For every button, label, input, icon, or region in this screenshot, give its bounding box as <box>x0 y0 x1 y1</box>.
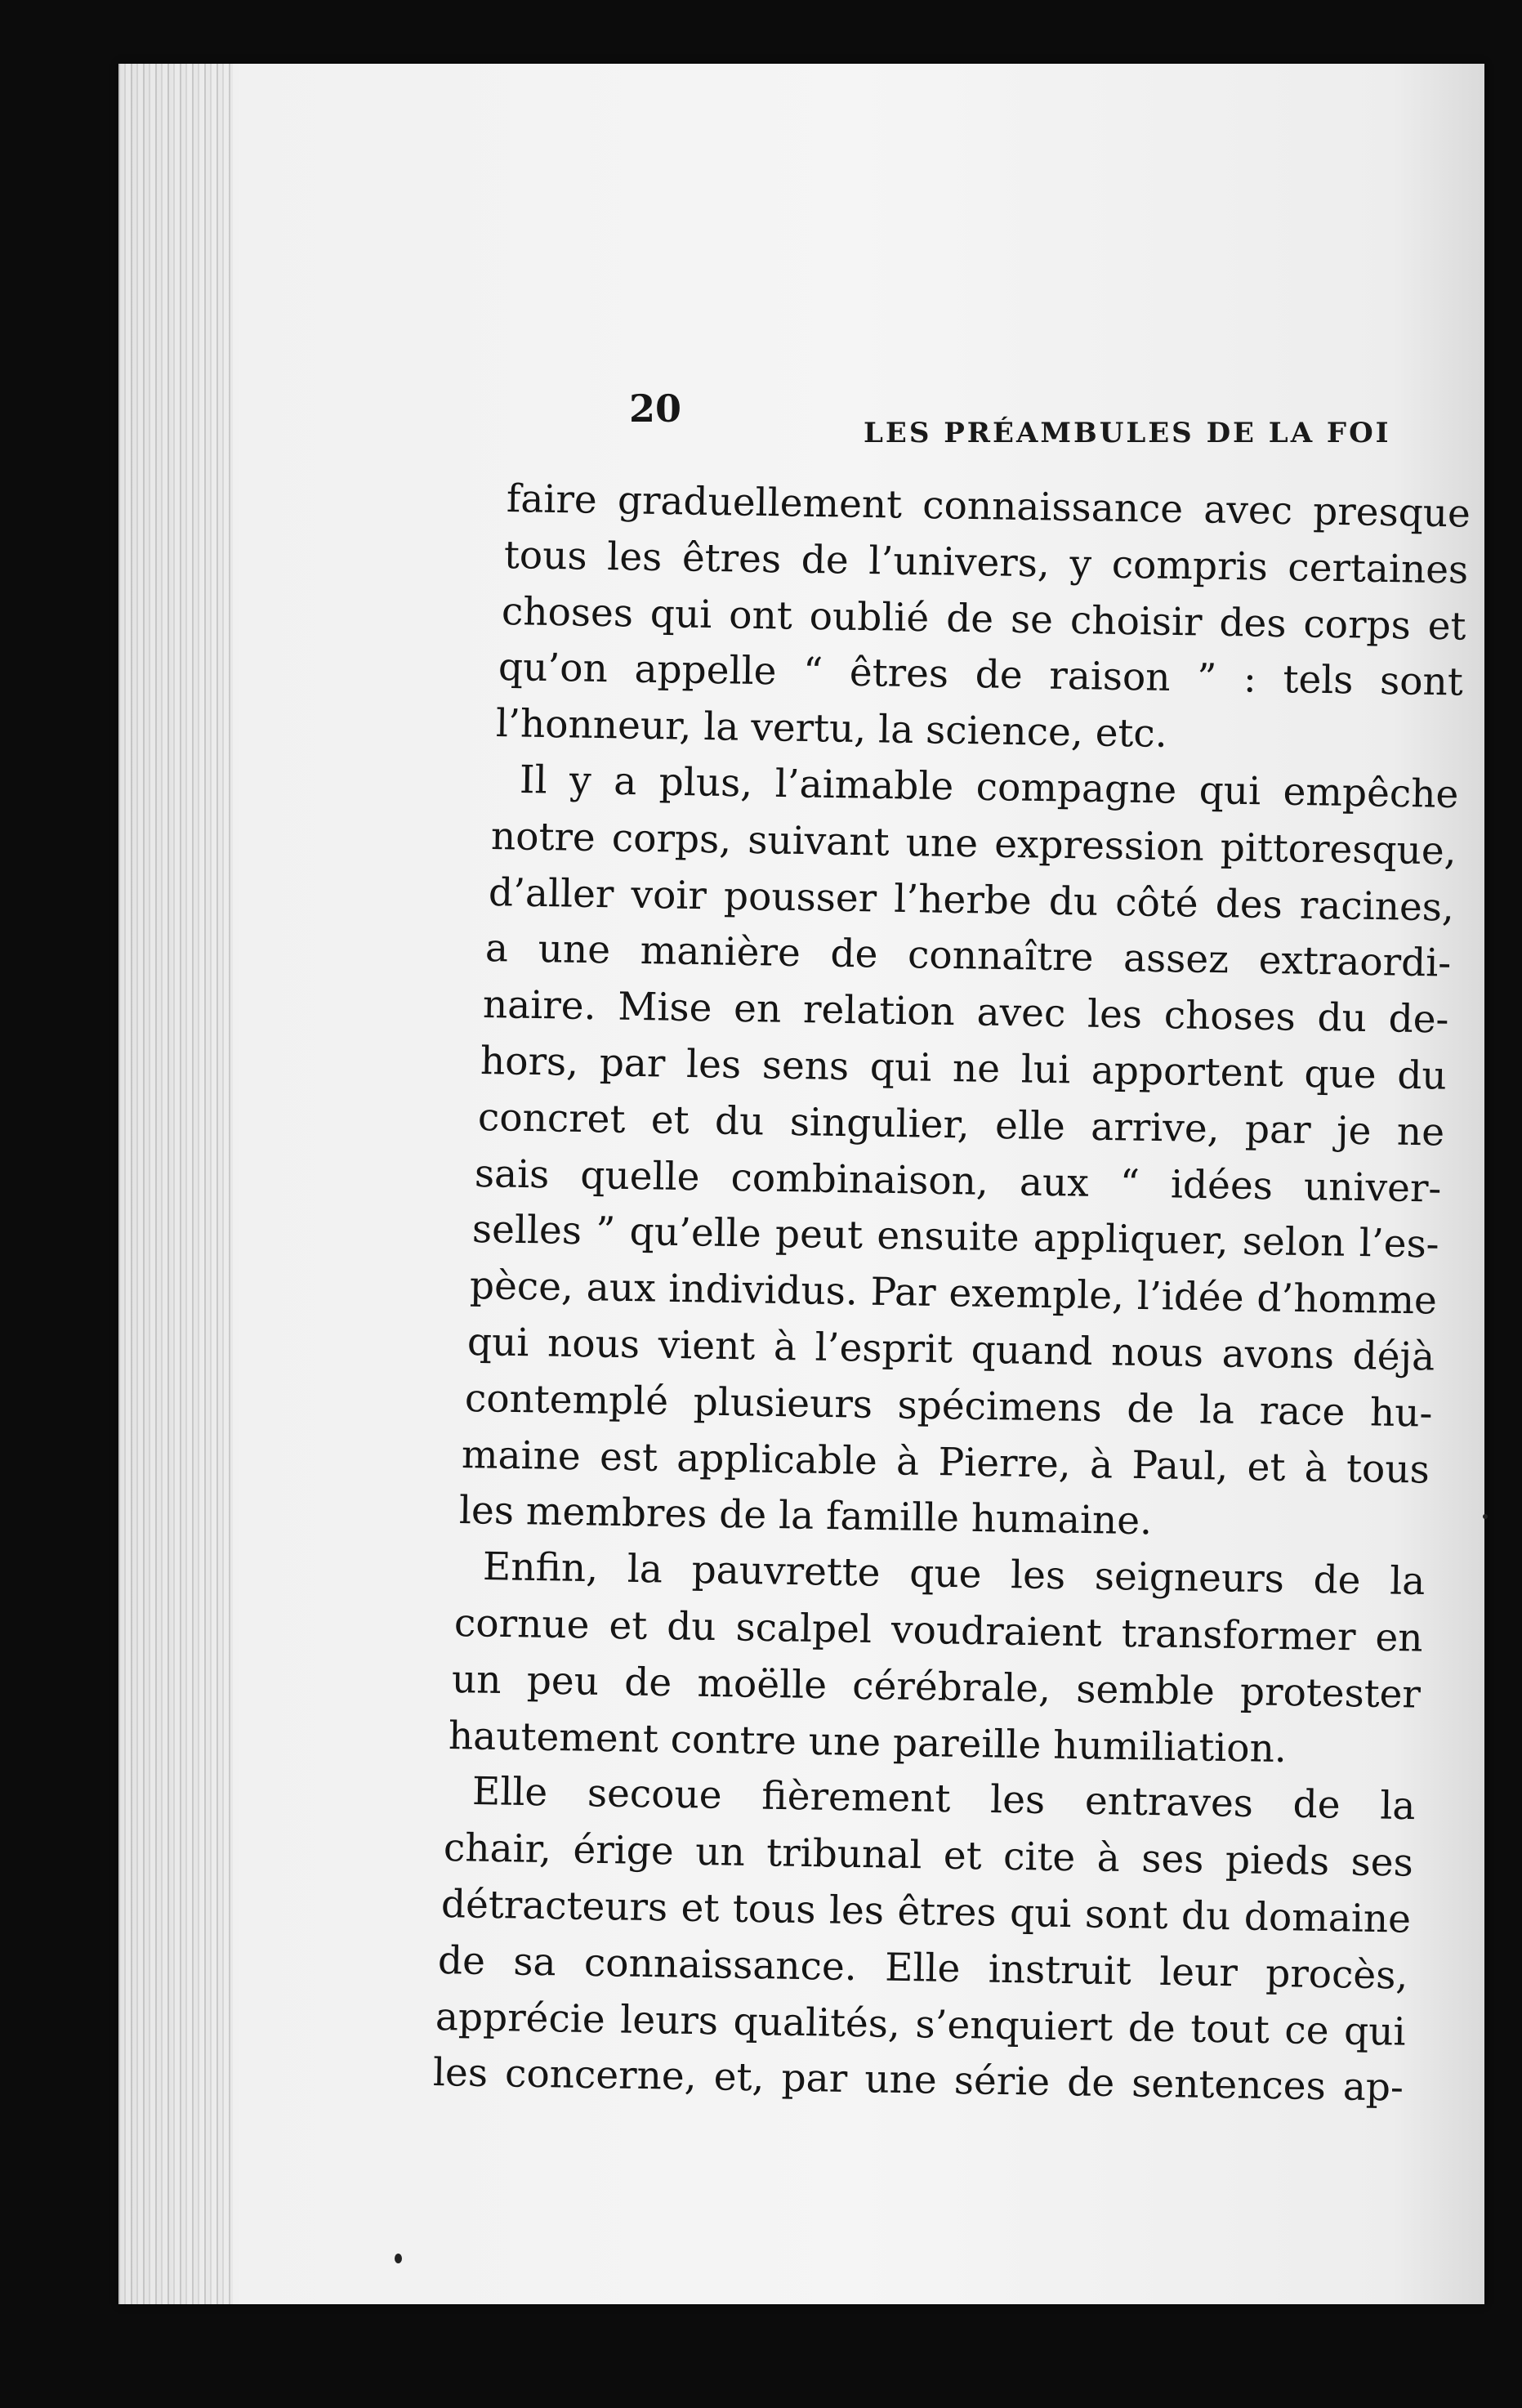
text-line: hautement contre une pareille humiliation. <box>448 1713 1288 1771</box>
text-line: naire. Mise en relation avec les choses du de- <box>482 982 1449 1043</box>
text-line: l’honneur, la vertu, la science, etc. <box>495 701 1168 757</box>
text-line: choses qui ont oublié de se choisir des corps et <box>501 588 1466 650</box>
text-line: selles ” qu’elle peut ensuite appliquer, selon l’es- <box>471 1207 1440 1267</box>
text-line: sais quelle combinaison, aux “ idées univer- <box>474 1150 1443 1212</box>
text-line: Elle secoue fièrement les entraves de la <box>471 1769 1416 1829</box>
text-line: chair, érige un tribunal et cite à ses pieds ses <box>443 1825 1413 1886</box>
text-line: concret et du singulier, elle arrive, par je ne <box>477 1094 1445 1155</box>
text-line: contemplé plusieurs spécimens de la race hu- <box>464 1375 1433 1436</box>
text-line: Enfin, la pauvrette que les seigneurs de la <box>482 1544 1426 1605</box>
text-line: Il y a plus, l’aimable compagne qui empêche <box>519 757 1459 818</box>
ink-speck <box>1483 1514 1488 1519</box>
text-line: tous les êtres de l’univers, y compris certaines <box>503 532 1469 593</box>
running-title: LES PRÉAMBULES DE LA FOI <box>864 417 1391 449</box>
text-line: qu’on appelle “ êtres de raison ” : tels sont <box>498 645 1464 705</box>
text-line: d’aller voir pousser l’herbe du côté des racines, <box>488 869 1454 931</box>
text-line: apprécie leurs qualités, s’enquiert de tout ce qui <box>435 1994 1407 2055</box>
text-line: un peu de moëlle cérébrale, semble protester <box>451 1656 1421 1718</box>
text-line: de sa connaissance. Elle instruit leur procès, <box>437 1937 1409 1999</box>
text-line: les membres de la famille humaine. <box>458 1488 1153 1544</box>
text-line: qui nous vient à l’esprit quand nous avons déjà <box>466 1320 1435 1380</box>
text-line: cornue et du scalpel voudraient transformer en <box>453 1601 1423 1661</box>
page-number: 20 <box>629 386 682 431</box>
ink-speck <box>395 2254 402 2263</box>
text-line: pèce, aux individus. Par exemple, l’idée d’homme <box>469 1263 1438 1324</box>
text-line: les concerne, et, par une série de sentences ap- <box>432 2050 1404 2111</box>
text-line: faire graduellement connaissance avec presque <box>506 476 1471 537</box>
text-line: hors, par les sens qui ne lui apportent que du <box>480 1039 1447 1099</box>
book-page <box>118 64 1484 2304</box>
text-line: détracteurs et tous les êtres qui sont du domaine <box>440 1882 1412 1942</box>
text-line: notre corps, suivant une expression pittoresque, <box>490 813 1457 874</box>
text-line: a une manière de connaître assez extraordi- <box>484 926 1452 986</box>
text-line: maine est applicable à Pierre, à Paul, et à tous <box>461 1432 1431 1493</box>
body-text <box>118 64 1484 2304</box>
